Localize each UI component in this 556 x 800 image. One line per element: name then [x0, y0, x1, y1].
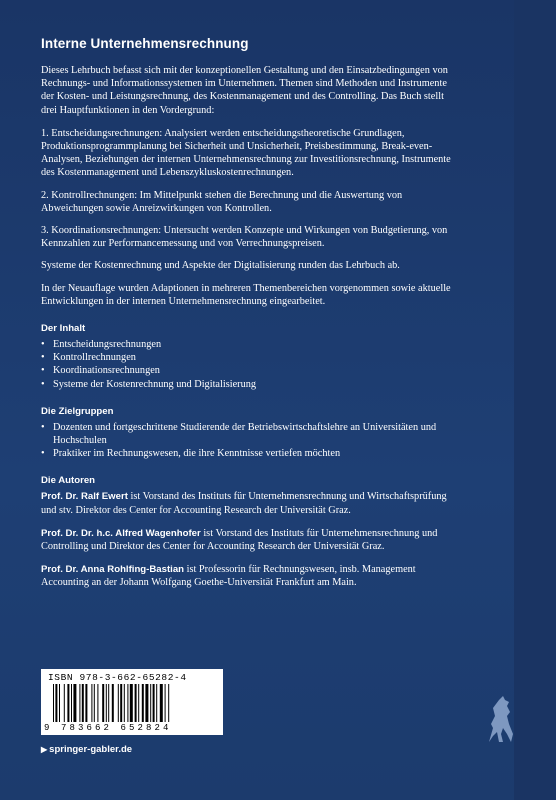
list-item: • Entscheidungsrechnungen — [41, 338, 461, 351]
springer-horse-icon — [483, 694, 517, 744]
audience-heading: Die Zielgruppen — [41, 405, 114, 417]
barcode-bar — [135, 684, 137, 722]
isbn-barcode — [41, 669, 223, 735]
author-rohlfing-bastian — [41, 563, 461, 589]
contents-list — [41, 338, 461, 391]
author-name: Prof. Dr. Dr. h.c. Alfred Wagenhofer — [41, 527, 201, 539]
barcode-bar — [85, 684, 87, 722]
function-koordination: 3. Koordinationsrechnungen: Untersucht werden Konzepte und Wirkungen von Budgetierung, von Kennzahlen zur Performancemessung und von Verrechnungspreisen. — [41, 225, 448, 250]
barcode-bar — [97, 684, 98, 722]
audience-list — [41, 421, 461, 461]
barcode-bar — [67, 684, 69, 722]
barcode-bar — [150, 684, 151, 722]
barcode-bar — [118, 684, 119, 722]
barcode-bars — [53, 684, 211, 722]
systems-paragraph: Systeme der Kostenrechnung und Aspekte der Digitalisierung runden das Lehrbuch ab. — [41, 260, 400, 272]
authors-heading: Die Autoren — [41, 475, 96, 487]
author-bio: ist Professorin für Rechnungswesen, insb. Management Accounting an der Johann Wolfgang Goethe-Universität Frankfurt am Main. — [41, 564, 416, 589]
contents-heading: Der Inhalt — [41, 323, 86, 335]
list-item: • Systeme der Kostenrechnung und Digitalisierung — [41, 378, 461, 391]
ean-digits: 9 783662 652824 — [44, 723, 172, 733]
barcode-bar — [130, 684, 133, 722]
barcode-bar — [106, 684, 107, 722]
function-kontrolle: 2. Kontrollrechnungen: Im Mittelpunkt stehen die Berechnung und die Auswertung von Abweichungen sowie Anreizwirkungen von Kontrollen. — [41, 189, 403, 214]
barcode-bar — [91, 684, 92, 722]
function-entscheidung: 1. Entscheidungsrechnungen: Analysiert werden entscheidungstheoretische Grundlagen, Produktionsprogrammplanung bei Sicherheit und Unsicherheit, Preisbestimmung, Break-even-Analysen, Beziehungen der internen Unternehmensrechnung zur Investitionsrechnung, Instrumente des Kostenmanagement und Lebenszykluskostenrechnungen. — [41, 127, 451, 179]
barcode-bar — [64, 684, 65, 722]
barcode-bar — [153, 684, 155, 722]
barcode-bar — [142, 684, 144, 722]
author-bio: ist Vorstand des Instituts für Unternehmensrechnung und Wirtschaftsprüfung und stv. Direktor des Center for Accounting Research der Universität Graz. — [41, 491, 447, 516]
barcode-bar — [73, 684, 76, 722]
barcode-bar — [156, 684, 157, 722]
author-name: Prof. Dr. Ralf Ewert — [41, 491, 128, 503]
barcode-bar — [102, 684, 104, 722]
barcode-bar — [127, 684, 128, 722]
author-ewert — [41, 490, 461, 516]
author-bio: ist Vorstand des Instituts für Unternehmensrechnung und Controlling und Direktor des Center for Accounting Research der Universität Graz. — [41, 527, 438, 553]
barcode-bar — [94, 684, 95, 722]
cover-text — [41, 36, 461, 600]
barcode-bar — [71, 684, 72, 722]
author-name: Prof. Dr. Anna Rohlfing-Bastian — [41, 564, 185, 576]
isbn-label: ISBN 978-3-662-65282-4 — [48, 672, 187, 683]
list-item: • Praktiker im Rechnungswesen, die ihre Kenntnisse vertiefen möchten — [41, 447, 461, 460]
list-item: • Koordinationsrechnungen — [41, 364, 461, 377]
barcode-bar — [108, 684, 109, 722]
barcode-bar — [160, 684, 163, 722]
list-item: • Kontrollrechnungen — [41, 351, 461, 364]
barcode-bar — [145, 684, 148, 722]
barcode-bar — [53, 684, 54, 722]
barcode-bar — [55, 684, 57, 722]
intro-paragraph: Dieses Lehrbuch befasst sich mit der konzeptionellen Gestaltung und den Einsatzbedingungen von Rechnungs- und Informationssystemen im Unternehmen. Themen sind Methoden und Instrumente der Kosten- und Leistungsrechnung, des Kostenmanagement und des Controlling. Das Buch stellt drei Hauptfunktionen in den Vordergrund: — [41, 65, 448, 116]
barcode-bar — [138, 684, 139, 722]
barcode-bar — [165, 684, 166, 722]
cover-side-band — [514, 0, 556, 800]
barcode-bar — [168, 684, 169, 722]
barcode-bar — [79, 684, 80, 722]
barcode-bar — [59, 684, 60, 722]
barcode-bar — [112, 684, 114, 722]
author-wagenhofer — [41, 527, 461, 553]
arrow-right-icon: ▶ — [41, 745, 48, 754]
list-item: • Dozenten und fortgeschrittene Studierende der Betriebswirtschaftslehre an Universitäten und Hochschulen — [41, 421, 461, 447]
new-edition-paragraph: In der Neuauflage wurden Adaptionen in mehreren Themenbereichen vorgenommen sowie aktuelle Entwicklungen in der internen Unternehmensrechnung eingearbeitet. — [41, 282, 451, 307]
barcode-bar — [120, 684, 122, 722]
publisher-url[interactable] — [41, 744, 132, 755]
barcode-bar — [124, 684, 125, 722]
book-title: Interne Unternehmensrechnung — [41, 36, 249, 51]
barcode-bar — [82, 684, 84, 722]
publisher-url-text: springer-gabler.de — [49, 744, 133, 755]
